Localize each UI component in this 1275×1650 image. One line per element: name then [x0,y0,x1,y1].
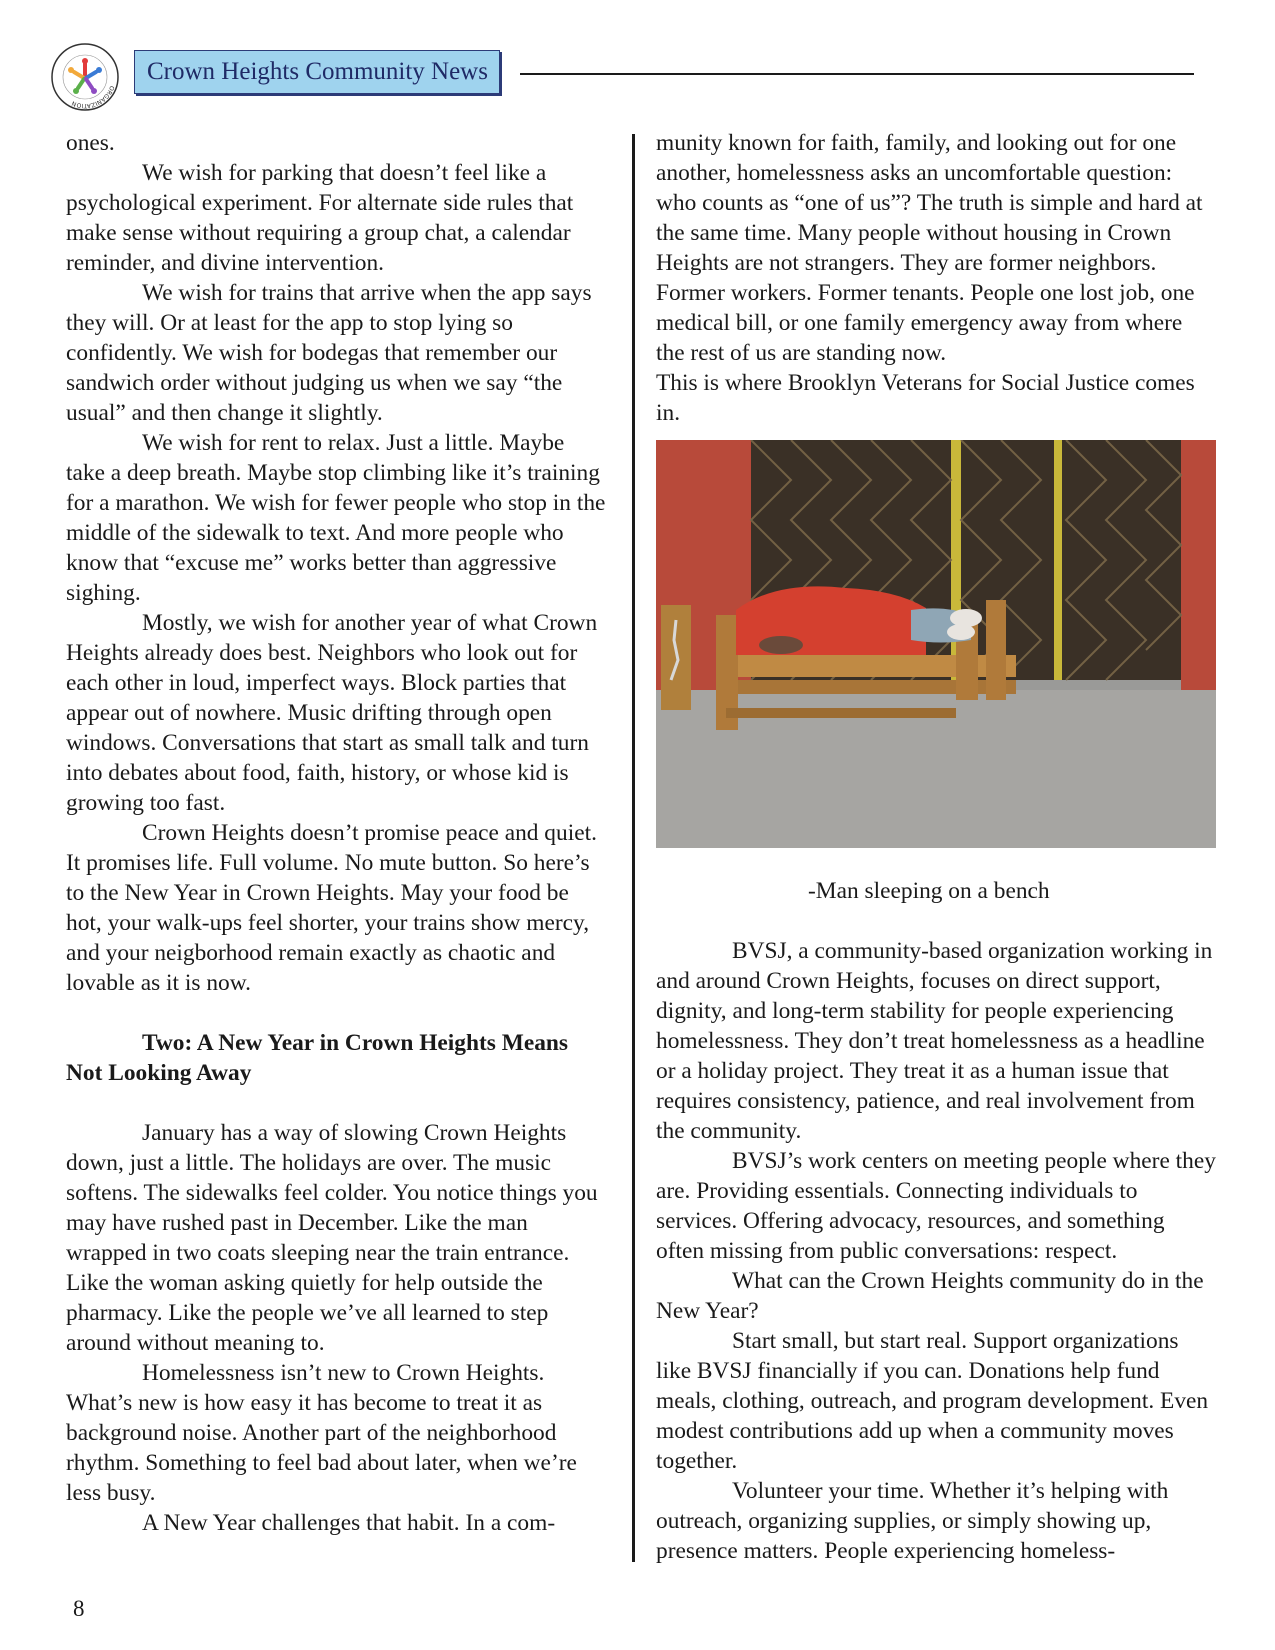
organization-logo [50,42,120,112]
logo-ring-text: ORGANIZATION [70,84,116,110]
paragraph: What can the Crown Heights community do in the New Year? [656,1268,1204,1324]
paragraph: We wish for parking that doesn’t feel like a psychological experiment. For alternate side rules that make sense without requiring a group chat, a calendar reminder, and divine intervention. [66,160,574,276]
paragraph: January has a way of slowing Crown Heights down, just a little. The holidays are over. The music softens. The sidewalks feel colder. You notice things you may have rushed past in December. Like the man wrapped in two coats sleeping near the train entrance. Like the woman asking quietly for help outside the pharmacy. Like the people we’ve all learned to step around without meaning to. [66,1120,598,1356]
paragraph: A New Year challenges that habit. In a com- [142,1510,556,1536]
header-rule [520,73,1194,75]
paragraph: This is where Brooklyn Veterans for Social Justice comes in. [656,370,1195,426]
paragraph: Start small, but start real. Support organizations like BVSJ financially if you can. Donations help fund meals, clothing, outreach, and program development. Even modest contributions add up when a community moves together. [656,1328,1209,1474]
paragraph: We wish for trains that arrive when the app says they will. Or at least for the app to stop lying so confidently. We wish for bodegas that remember our sandwich order without judging us when we say “the usual” and then change it slightly. [66,280,592,426]
paragraph: ones. [66,130,115,156]
paragraph: BVSJ, a community-based organization working in and around Crown Heights, focuses on direct support, dignity, and long-term stability for people experiencing homelessness. They don’t treat homelessness as a headline or a holiday project. They treat it as a human issue that requires consistency, patience, and real involvement from the community. [656,938,1213,1144]
paragraph: BVSJ’s work centers on meeting people where they are. Providing essentials. Connecting individuals to services. Offering advocacy, resources, and something often missing from public conversations: respect. [656,1148,1216,1264]
paragraph: Crown Heights doesn’t promise peace and quiet. It promises life. Full volume. No mute button. So here’s to the New Year in Crown Heights. May your food be hot, your walk-ups feel shorter, your trains show mercy, and your neigborhood remain exactly as chaotic and lovable as it is now. [66,820,597,996]
photo-caption: -Man sleeping on a bench [808,878,1050,904]
left-column [66,128,606,1538]
masthead [134,50,500,94]
paragraph: We wish for rent to relax. Just a little. Maybe take a deep breath. Maybe stop climbing like it’s training for a marathon. We wish for fewer people who stop in the middle of the sidewalk to text. And more people who know that “excuse me” works better than aggressive sighing. [66,430,606,606]
right-column [656,128,1216,1566]
paragraph: Homelessness isn’t new to Crown Heights. What’s new is how easy it has become to treat it as background noise. Another part of the neighborhood rhythm. Something to feel bad about later, when we’re less busy. [66,1360,577,1506]
paragraph: Volunteer your time. Whether it’s helping with outreach, organizing supplies, or simply showing up, presence matters. People experiencing homeless- [656,1478,1169,1564]
page-number: 8 [73,1596,85,1621]
publication-title: Crown Heights Community News [147,58,488,85]
paragraph: munity known for faith, family, and looking out for one another, homelessness asks an uncomfortable question: who counts as “one of us”? The truth is simple and hard at the same time. Many people without housing in Crown Heights are not strangers. They are former neighbors. Former workers. Former tenants. People one lost job, one medical bill, or one family emergency away from where the rest of us are standing now. [656,130,1203,366]
bench-sleeper-photo [656,440,1216,848]
column-divider [632,134,635,1562]
paragraph: Mostly, we wish for another year of what Crown Heights already does best. Neighbors who look out for each other in loud, imperfect ways. Block parties that appear out of nowhere. Music drifting through open windows. Conversations that start as small talk and turn into debates about food, faith, history, or whose kid is growing too fast. [66,610,598,816]
article-heading: Two: A New Year in Crown Heights Means Not Looking Away [66,1030,569,1086]
